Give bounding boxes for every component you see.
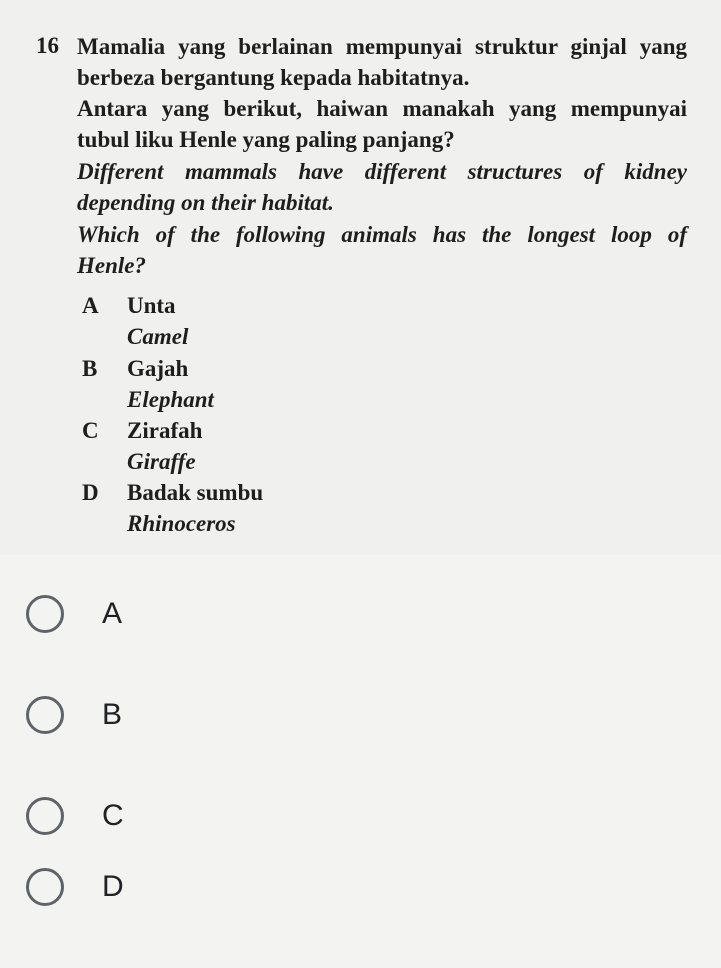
option-d-letter: D (82, 480, 99, 505)
option-d-malay: Badak sumbu (127, 480, 264, 505)
choice-d[interactable] (20, 860, 160, 920)
option-c-malay: Zirafah (127, 418, 203, 443)
choice-c-label[interactable]: C (102, 799, 124, 832)
question-malay-line-1: Mamalia yang berlainan mempunyai struktur ginjal yang (77, 34, 687, 59)
choice-b-label[interactable]: B (102, 698, 123, 731)
question-malay-line-3: Antara yang berikut, haiwan manakah yang mempunyai (77, 96, 687, 121)
option-a-malay: Unta (127, 293, 176, 318)
question-english-line-2: depending on their habitat. (77, 190, 334, 215)
option-b-letter: B (82, 356, 98, 381)
radio-a-button[interactable] (26, 595, 64, 633)
choice-a[interactable] (20, 587, 160, 647)
question-malay-line-4: tubul liku Henle yang paling panjang? (77, 127, 455, 152)
option-d-english: Rhinoceros (127, 511, 236, 536)
radio-b-button[interactable] (26, 696, 64, 734)
option-c-letter: C (82, 418, 99, 443)
option-b-english: Elephant (127, 387, 214, 412)
option-b-malay: Gajah (127, 356, 189, 381)
choice-b[interactable] (20, 688, 160, 748)
option-a-letter: A (82, 293, 99, 318)
question-malay-line-2: berbeza bergantung kepada habitatnya. (77, 65, 470, 90)
radio-c-button[interactable] (26, 797, 64, 835)
question-english-line-1: Different mammals have different structures of kidney (77, 159, 687, 184)
question-english-line-3: Which of the following animals has the longest loop of (77, 222, 687, 247)
choice-a-label[interactable]: A (102, 597, 123, 630)
option-c-english: Giraffe (127, 449, 196, 474)
question-number: 16 (36, 33, 59, 58)
radio-d-button[interactable] (26, 868, 64, 906)
choice-d-label[interactable]: D (102, 870, 124, 903)
question-english-line-4: Henle? (77, 253, 146, 278)
option-a-english: Camel (127, 324, 189, 349)
choice-c[interactable] (20, 789, 160, 849)
